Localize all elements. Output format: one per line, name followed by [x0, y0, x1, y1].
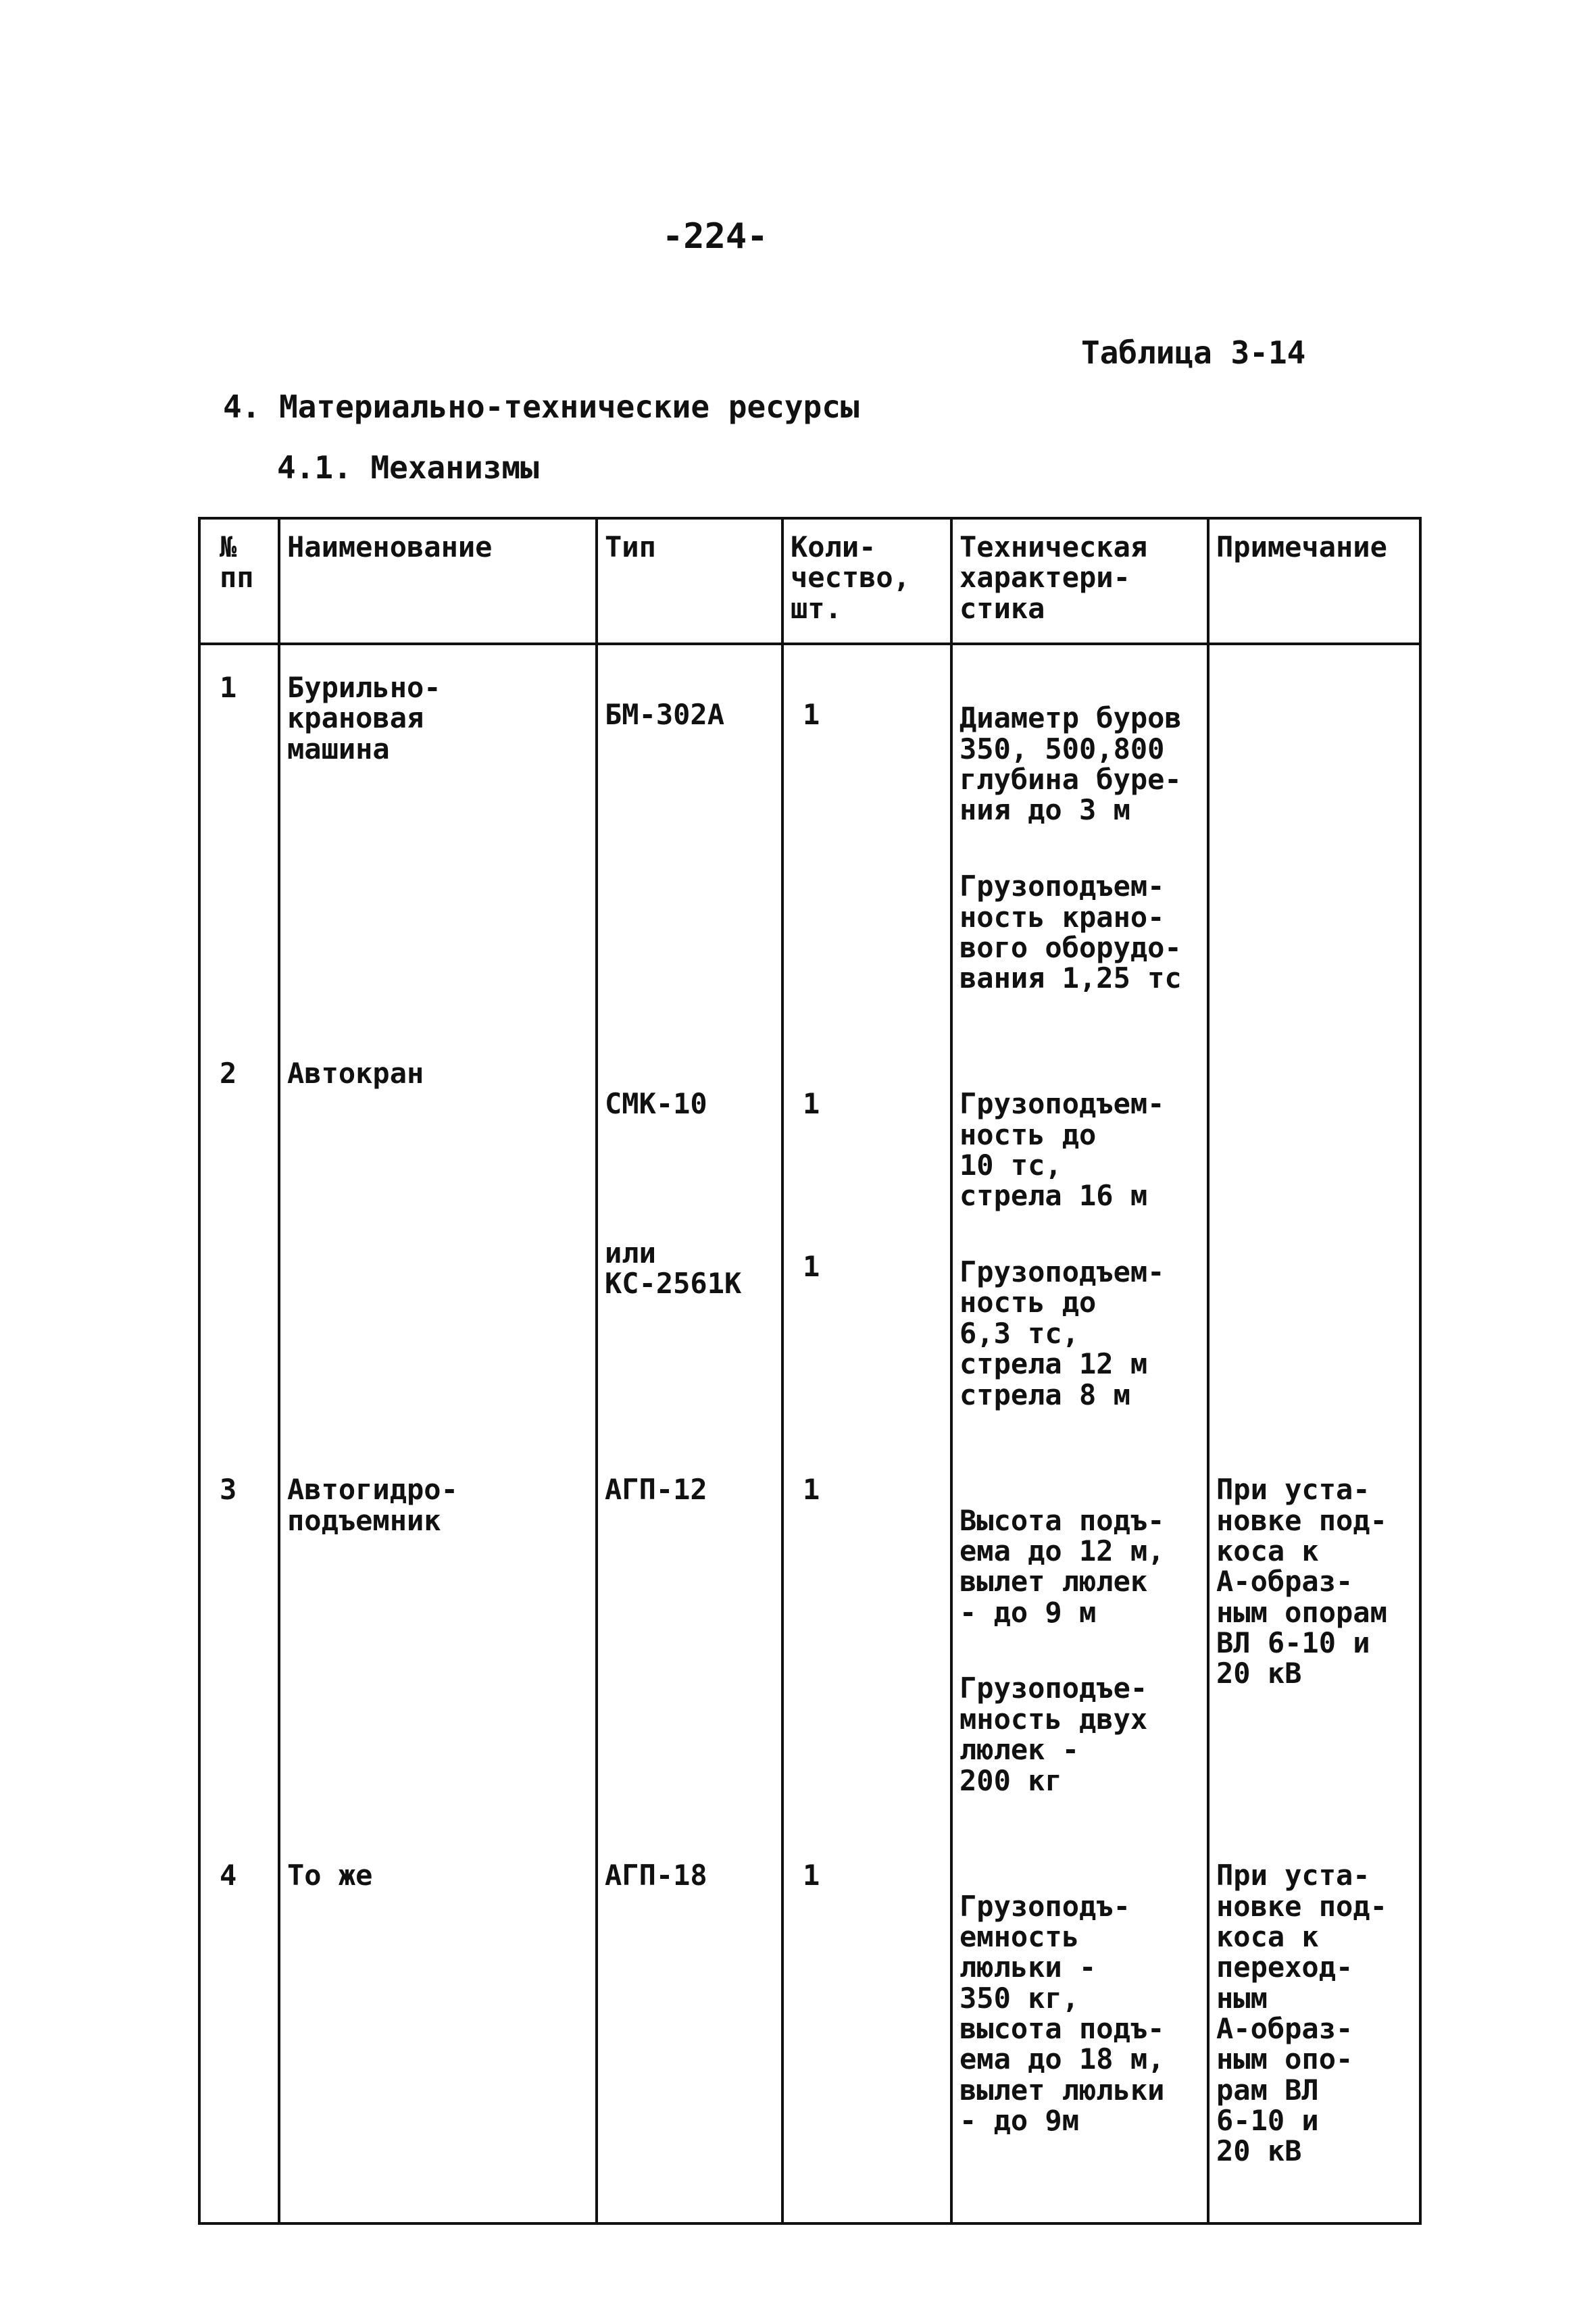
- row-type: АГП-18: [597, 1851, 782, 2223]
- row-name: Автогидро- подъемник: [279, 1465, 597, 1851]
- row-note: При уста- новке под- коса к переход- ным А-образ- ным опо- рам ВЛ 6-10 и 20 кВ: [1208, 1851, 1420, 2223]
- row-qty-value: 1: [803, 698, 820, 731]
- header-qty: Коли- чество, шт.: [782, 518, 951, 644]
- mechanisms-table: [198, 517, 1422, 2225]
- row-spec: [951, 1851, 1208, 2223]
- row-qty: [782, 644, 951, 1049]
- row-qty: [782, 1851, 951, 2223]
- row-spec-part: Грузоподъе- мность двух люлек - 200 кг: [959, 1671, 1148, 1797]
- row-note: [1208, 1049, 1420, 1465]
- row-name: То же: [279, 1851, 597, 2223]
- table-row: [199, 1049, 1420, 1465]
- header-note: Примечание: [1208, 518, 1420, 644]
- row-num: 4: [199, 1851, 279, 2223]
- row-type-alt: или КС-2561К: [605, 1236, 742, 1301]
- row-qty-value: 1: [803, 1473, 820, 1507]
- table-row: [199, 1465, 1420, 1851]
- row-type: [597, 1049, 782, 1465]
- row-type-value: СМК-10: [605, 1087, 707, 1121]
- header-spec: Техническая характери- стика: [951, 518, 1208, 644]
- row-qty-value: 1: [803, 1087, 820, 1121]
- row-type-value: БМ-302А: [605, 698, 725, 731]
- table-row: [199, 644, 1420, 1049]
- row-spec: [951, 1465, 1208, 1851]
- row-num: 2: [199, 1049, 279, 1465]
- row-qty-value: 1: [803, 1859, 820, 1892]
- header-name: Наименование: [279, 518, 597, 644]
- row-name: Автокран: [279, 1049, 597, 1465]
- row-spec-part: Грузоподъем- ность крано- вого оборудо- вания 1,25 тс: [959, 870, 1182, 995]
- row-note: [1208, 644, 1420, 1049]
- row-spec-part: Грузоподъем- ность до 10 тс, стрела 16 м: [959, 1087, 1165, 1213]
- table-row: [199, 1851, 1420, 2223]
- row-spec-part: Диаметр буров 350, 500,800 глубина буре- ния до 3 м: [959, 701, 1182, 827]
- row-spec-part: Грузоподъем- ность до 6,3 тс, стрела 12 м стрела 8 м: [959, 1255, 1165, 1411]
- row-spec: [951, 644, 1208, 1049]
- row-qty: [782, 1049, 951, 1465]
- row-spec-part: Высота подъ- ема до 12 м, вылет люлек - до 9 м: [959, 1503, 1165, 1629]
- section-title: 4. Материально-технические ресурсы: [223, 388, 859, 425]
- header-num: № пп: [199, 518, 279, 644]
- subsection-title: 4.1. Механизмы: [277, 449, 539, 486]
- table-label: Таблица 3-14: [1081, 334, 1306, 371]
- row-name: Бурильно- крановая машина: [279, 644, 597, 1049]
- row-spec: [951, 1049, 1208, 1465]
- row-num: 1: [199, 644, 279, 1049]
- row-qty-alt: 1: [803, 1250, 820, 1284]
- row-spec-part: Грузоподъ- емность люльки - 350 кг, высота подъ- ема до 18 м, вылет люльки - до 9м: [959, 1889, 1165, 2138]
- row-type: АГП-12: [597, 1465, 782, 1851]
- header-type: Тип: [597, 518, 782, 644]
- table-header-row: [199, 518, 1420, 644]
- row-type: [597, 644, 782, 1049]
- row-note: При уста- новке под- коса к А-образ- ным опорам ВЛ 6-10 и 20 кВ: [1208, 1465, 1420, 1851]
- row-qty: [782, 1465, 951, 1851]
- row-num: 3: [199, 1465, 279, 1851]
- page-number: -224-: [662, 216, 768, 257]
